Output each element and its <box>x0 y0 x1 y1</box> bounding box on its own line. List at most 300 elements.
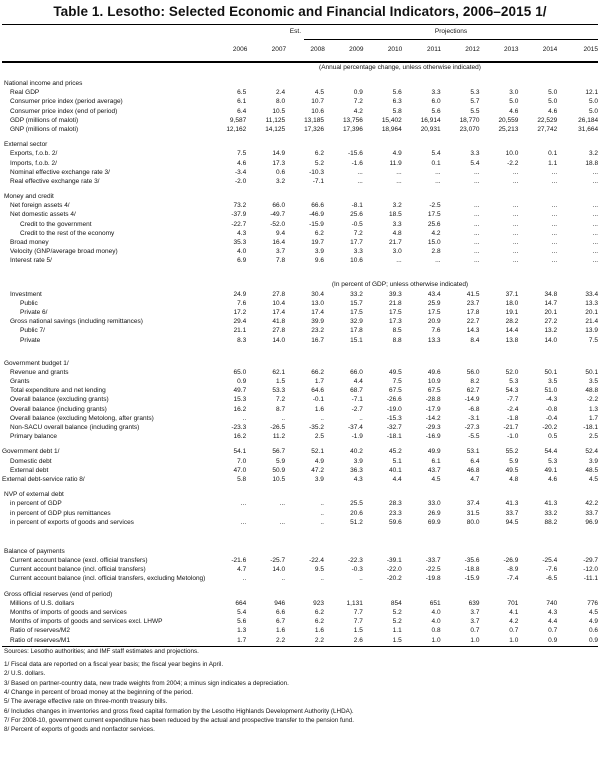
cell-value: 4.1 <box>509 609 519 616</box>
cell-value: 0.7 <box>509 627 519 635</box>
cell-value: 8.8 <box>392 336 402 344</box>
cell-value: 8.0 <box>276 98 286 106</box>
row-label: GDP (millions of maloti) <box>10 116 79 124</box>
cell-value: 17.7 <box>350 239 363 246</box>
cell-value: 2.5 <box>589 433 599 441</box>
cell-value: -0.4 <box>546 414 558 422</box>
cell-value: 6.2 <box>314 618 324 626</box>
cell-value: 41.3 <box>505 500 519 508</box>
cell-value: -0.1 <box>312 396 324 404</box>
cell-value: ... <box>512 248 519 256</box>
cell-value: -3.4 <box>235 168 247 176</box>
cell-value: 23,070 <box>459 125 480 133</box>
cell-value: 45.2 <box>389 448 402 456</box>
table-row <box>2 636 598 645</box>
cell-value: -7.1 <box>351 396 363 404</box>
cell-value: ... <box>551 202 558 210</box>
cell-value: -39.1 <box>386 557 402 565</box>
cell-value: 0.9 <box>548 636 558 644</box>
cell-value: 30.4 <box>311 290 324 298</box>
table-row <box>2 414 598 423</box>
cell-value: 7.6 <box>431 327 441 335</box>
cell-value: -7.1 <box>312 177 324 185</box>
cell-value: 2.5 <box>314 433 324 441</box>
cell-value: -28.8 <box>425 396 441 404</box>
year-header-row <box>2 46 598 53</box>
cell-value: 6.2 <box>314 609 324 616</box>
cell-value: ... <box>512 211 519 219</box>
cell-value: 0.1 <box>431 159 441 167</box>
table-row <box>2 599 598 608</box>
cell-value: 5.4 <box>470 159 480 167</box>
cell-value: 7.7 <box>353 609 363 616</box>
cell-value: 0.8 <box>431 627 441 635</box>
cell-value: 4.0 <box>237 248 247 256</box>
table-row <box>2 499 598 508</box>
cell-value: 12.1 <box>585 89 599 97</box>
cell-value: 15.1 <box>350 336 363 344</box>
cell-value: 2.2 <box>276 636 286 644</box>
cell-value: ... <box>512 239 519 246</box>
footnote: 7/ For 2008-10, government current expenditure has been reduced by the actual and prospective transfer to the pension fund. <box>4 716 355 724</box>
cell-value: 9.5 <box>314 566 324 574</box>
cell-value: 16.2 <box>233 433 247 441</box>
cell-value: -14.9 <box>464 396 480 404</box>
cell-value: .. <box>359 414 363 422</box>
cell-value: 17.4 <box>272 308 286 316</box>
cell-value: -18.1 <box>583 424 599 431</box>
cell-value: 25.5 <box>350 500 363 508</box>
table-row <box>2 466 598 475</box>
cell-value: ... <box>551 220 558 228</box>
section-title: NVP of external debt <box>4 491 64 499</box>
row-label: Net foreign assets 4/ <box>10 202 70 210</box>
cell-value: 17.5 <box>389 308 402 316</box>
cell-value: 22.7 <box>466 318 480 326</box>
cell-value: -1.6 <box>351 159 363 167</box>
cell-value: 96.9 <box>585 518 599 526</box>
cell-value: -25.7 <box>270 557 286 565</box>
year-header: 2011 <box>427 46 442 53</box>
cell-value: .. <box>320 518 324 526</box>
cell-value: -26.9 <box>503 557 519 565</box>
cell-value: 24.9 <box>233 290 247 298</box>
cell-value: 59.6 <box>389 518 402 526</box>
cell-value: 10.5 <box>272 107 286 115</box>
row-spacer <box>0 345 600 359</box>
row-label: Exports, f.o.b. 2/ <box>10 150 58 158</box>
cell-value: -10.3 <box>309 168 324 176</box>
row-label: Current account balance (excl. official transfers) <box>10 557 148 565</box>
cell-value: 3.7 <box>470 609 480 616</box>
row-label: in percent of exports of goods and services <box>10 518 134 526</box>
row-label: Real GDP <box>10 89 40 97</box>
cell-value: 13.0 <box>311 299 324 307</box>
table-row <box>2 125 598 134</box>
cell-value <box>246 509 285 518</box>
cell-value: 13.3 <box>427 336 441 344</box>
cell-value: -2.5 <box>429 202 441 210</box>
cell-value: 6.2 <box>314 229 324 237</box>
cell-value: 43.7 <box>427 466 441 474</box>
cell-value: -52.0 <box>270 220 286 228</box>
cell-value: ... <box>592 248 599 256</box>
cell-value: 5.8 <box>237 475 247 483</box>
cell-value: 66.2 <box>311 368 324 376</box>
cell-value: 43.4 <box>427 290 441 298</box>
cell-value: 3.3 <box>392 220 402 228</box>
cell-value: 23.3 <box>389 509 402 517</box>
cell-value: ... <box>512 257 519 265</box>
cell-value: 47.2 <box>311 466 324 474</box>
cell-value: -7.6 <box>546 566 558 574</box>
table-row <box>2 317 598 326</box>
cell-value: 10.6 <box>350 257 363 265</box>
cell-value: ... <box>592 202 599 210</box>
cell-value: -27.3 <box>464 424 480 431</box>
row-label: Non-SACU overall balance (including grants) <box>10 424 140 431</box>
row-label: Nominal effective exchange rate 3/ <box>10 168 110 176</box>
cell-value: 20,931 <box>420 125 441 133</box>
row-label: Imports, f.o.b. 2/ <box>10 159 57 167</box>
cell-value: 1,131 <box>346 599 363 607</box>
cell-value: ... <box>512 177 519 185</box>
cell-value: ... <box>551 211 558 219</box>
row-label: Millions of U.S. dollars <box>10 599 75 607</box>
cell-value: 39.9 <box>311 318 324 326</box>
row-label: Government debt 1/ <box>2 448 60 456</box>
cell-value: -22.0 <box>386 566 402 574</box>
cell-value: 11,125 <box>265 116 286 124</box>
cell-value: 14.0 <box>272 336 286 344</box>
cell-value: 3.9 <box>314 248 324 256</box>
cell-value: 15.3 <box>233 396 247 404</box>
cell-value: 3.7 <box>470 618 480 626</box>
cell-value: 7.2 <box>353 229 363 237</box>
cell-value: 17,396 <box>342 125 363 133</box>
cell-value: 47.0 <box>233 466 247 474</box>
cell-value: 776 <box>587 599 599 607</box>
row-label: Domestic debt <box>10 457 52 465</box>
row-label: Primary balance <box>10 433 57 441</box>
cell-value: 6.1 <box>431 457 441 465</box>
cell-value: 5.6 <box>431 107 441 115</box>
cell-value: -1.8 <box>507 414 519 422</box>
cell-value: ... <box>279 500 286 508</box>
cell-value: 1.5 <box>392 636 402 644</box>
table-row <box>2 177 598 186</box>
cell-value: 88.2 <box>544 518 558 526</box>
cell-value: 5.0 <box>509 98 519 106</box>
cell-value: 14.9 <box>272 150 286 158</box>
cell-value: 7.5 <box>392 378 402 386</box>
cell-value: 2.6 <box>353 636 363 644</box>
cell-value: 17.4 <box>311 308 324 316</box>
cell-value: -15.9 <box>464 575 480 583</box>
cell-value: 16,914 <box>420 116 441 124</box>
cell-value: -7.7 <box>507 396 519 404</box>
row-label: Total expenditure and net lending <box>10 387 106 395</box>
row-label: Credit to the government <box>20 220 92 228</box>
cell-value: 946 <box>274 599 286 607</box>
cell-value: 28.2 <box>505 318 519 326</box>
cell-value: 17.5 <box>427 308 441 316</box>
cell-value: 17.2 <box>233 308 247 316</box>
cell-value: -35.2 <box>309 424 324 431</box>
cell-value: 52.1 <box>311 448 324 456</box>
cell-value: 1.1 <box>548 159 558 167</box>
cell-value: -18.1 <box>386 433 402 441</box>
cell-value: 1.0 <box>470 636 480 644</box>
cell-value: 4.9 <box>589 618 599 626</box>
cell-value: 5.4 <box>431 150 441 158</box>
est-label: Est. <box>289 28 301 35</box>
cell-value: 5.4 <box>237 609 247 616</box>
cell-value: ... <box>396 168 402 176</box>
cell-value: .. <box>242 575 247 583</box>
cell-value: 66.0 <box>272 202 286 210</box>
cell-value: ... <box>279 518 286 526</box>
cell-value: 0.6 <box>589 627 599 635</box>
cell-value: 639 <box>468 599 480 607</box>
cell-value: 21.8 <box>389 299 402 307</box>
cell-value: ... <box>357 168 363 176</box>
cell-value: 3.5 <box>548 378 558 386</box>
cell-value: 1.1 <box>392 627 402 635</box>
cell-value: 49.1 <box>544 466 558 474</box>
cell-value: 54.4 <box>544 448 558 456</box>
cell-value: .. <box>320 500 324 508</box>
cell-value: 4.2 <box>509 618 519 626</box>
cell-value: 1.6 <box>276 627 286 635</box>
cell-value: -0.8 <box>546 405 558 413</box>
cell-value: 66.6 <box>311 202 324 210</box>
cell-value: ... <box>592 239 599 246</box>
cell-value: 0.1 <box>548 150 558 158</box>
row-label: Grants <box>10 378 30 386</box>
cell-value: -16.9 <box>425 433 441 441</box>
cell-value: ... <box>396 257 402 265</box>
cell-value: 33.2 <box>544 509 558 517</box>
cell-value: 740 <box>546 599 558 607</box>
cell-value: 4.5 <box>589 609 599 616</box>
row-label: in percent of GDP plus remittances <box>10 509 111 517</box>
cell-value: 69.9 <box>427 518 441 526</box>
row-spacer <box>0 527 600 541</box>
row-label: Overall balance (including grants) <box>10 405 107 413</box>
cell-value: 4.8 <box>392 229 402 237</box>
cell-value: 2.4 <box>276 89 286 97</box>
cell-value: ... <box>474 248 480 256</box>
cell-value: 5.8 <box>392 107 402 115</box>
footnote: 1/ Fiscal data are reported on a fiscal year basis; the fiscal year begins in April. <box>4 661 224 669</box>
cell-value: 15.0 <box>427 239 441 246</box>
cell-value: 52.0 <box>505 368 519 376</box>
cell-value: ... <box>473 229 480 237</box>
cell-value: 4.6 <box>509 107 519 115</box>
cell-value: 73.2 <box>233 202 247 210</box>
cell-value: 5.0 <box>589 98 599 106</box>
row-label: in percent of GDP <box>10 500 62 508</box>
cell-value: 4.5 <box>431 475 441 483</box>
cell-value: 0.7 <box>548 627 558 635</box>
row-label: Months of imports of goods and services <box>10 609 127 616</box>
cell-value: 1.0 <box>509 636 519 644</box>
cell-value: 4.7 <box>237 566 247 574</box>
cell-value: 27.8 <box>272 290 286 298</box>
projections-label: Projections <box>434 28 468 35</box>
cell-value: 6.3 <box>392 98 402 106</box>
cell-value: 52.4 <box>585 448 599 456</box>
cell-value: 27.8 <box>272 327 286 335</box>
cell-value: -6.8 <box>468 405 480 413</box>
section-title: National income and prices <box>4 80 83 87</box>
cell-value: 25,213 <box>498 125 519 133</box>
row-label: Velocity (GNP/average broad money) <box>10 248 118 256</box>
cell-value: .. <box>281 414 286 422</box>
table-header <box>2 24 598 63</box>
cell-value: 21.4 <box>585 318 599 326</box>
cell-value: 56.7 <box>272 448 286 456</box>
table-row <box>2 168 598 177</box>
table-row <box>2 299 598 308</box>
row-label: Revenue and grants <box>10 368 69 376</box>
cell-value: 25.6 <box>427 220 441 228</box>
cell-value: -2.0 <box>235 177 247 185</box>
table-row <box>2 107 598 116</box>
cell-value: ... <box>551 239 558 246</box>
cell-value: 5.3 <box>548 457 558 465</box>
cell-value: ... <box>474 257 480 265</box>
cell-value: -15.6 <box>348 150 363 158</box>
row-label: Current account balance (incl. official transfers, excluding Metolong) <box>10 575 206 583</box>
cell-value: ... <box>551 248 558 256</box>
cell-value: 54.1 <box>233 448 247 456</box>
cell-value: -1.0 <box>507 433 519 441</box>
cell-value: 701 <box>507 599 519 607</box>
cell-value: ... <box>435 168 441 176</box>
cell-value: 8.7 <box>276 405 286 413</box>
cell-value: ... <box>592 177 599 185</box>
section-title: Money and credit <box>4 193 54 201</box>
cell-value: ... <box>592 220 598 228</box>
cell-value: -0.3 <box>351 566 363 574</box>
table-row <box>2 432 598 441</box>
cell-value: -17.9 <box>425 405 441 413</box>
row-label: Gross national savings (including remittances) <box>10 318 143 326</box>
cell-value: 9.4 <box>276 229 286 237</box>
cell-value: 55.2 <box>505 448 519 456</box>
cell-value: 62.1 <box>272 368 286 376</box>
footnote: 4/ Change in percent of broad money at the beginning of the period. <box>4 688 194 696</box>
cell-value: ... <box>512 220 519 228</box>
cell-value: -37.4 <box>348 424 363 431</box>
cell-value: 5.2 <box>392 618 402 626</box>
footnotes <box>0 660 600 734</box>
row-label: Broad money <box>10 239 49 246</box>
cell-value: 42.2 <box>585 500 599 508</box>
row-spacer <box>0 266 600 280</box>
row-label: External debt-service ratio 8/ <box>2 475 85 483</box>
cell-value: 6.4 <box>470 457 480 465</box>
row-label: Consumer price index (end of period) <box>10 107 118 115</box>
cell-value: 4.6 <box>548 107 558 115</box>
cell-value: 25.6 <box>350 211 363 219</box>
row-label: Net domestic assets 4/ <box>10 211 76 219</box>
cell-value: 50.1 <box>544 368 558 376</box>
table-row <box>2 97 598 106</box>
cell-value: 5.1 <box>392 457 402 465</box>
cell-value: 6.0 <box>431 98 441 106</box>
cell-value: 7.8 <box>276 257 286 265</box>
cell-value: 2.2 <box>314 636 324 644</box>
cell-value: -14.2 <box>425 414 441 422</box>
table-row <box>2 290 598 299</box>
table-row <box>2 509 598 518</box>
cell-value: 4.0 <box>431 618 441 626</box>
cell-value: -35.6 <box>464 557 480 565</box>
cell-value: 53.1 <box>466 448 480 456</box>
year-header: 2014 <box>542 46 558 53</box>
cell-value: 51.2 <box>350 518 363 526</box>
cell-value: 20,559 <box>498 116 519 124</box>
cell-value: -29.3 <box>425 424 441 431</box>
cell-value: 37.1 <box>505 290 519 298</box>
cell-value: -8.1 <box>351 202 363 210</box>
cell-value: 0.9 <box>589 636 599 644</box>
cell-value: 17.3 <box>389 318 402 326</box>
cell-value: 54.3 <box>505 387 519 395</box>
cell-value: 19.1 <box>505 308 519 316</box>
section-subheading: (Annual percentage change, unless otherwise indicated) <box>319 64 481 71</box>
cell-value: 4.3 <box>237 229 247 237</box>
section-title: External sector <box>4 141 48 149</box>
table-row <box>2 210 598 219</box>
cell-value: 17,326 <box>304 125 324 133</box>
cell-value: 1.6 <box>314 627 324 635</box>
row-label: Interest rate 5/ <box>10 257 52 265</box>
cell-value: 854 <box>390 599 402 607</box>
cell-value: 31.5 <box>466 509 480 517</box>
cell-value: 14.3 <box>466 327 480 335</box>
footnote: 5/ The average effective rate on three-month treasury bills. <box>4 698 168 706</box>
table-row <box>2 574 598 583</box>
cell-value: 14.4 <box>505 327 519 335</box>
table-row <box>2 247 598 256</box>
cell-value: 4.4 <box>548 618 558 626</box>
cell-value: 49.7 <box>233 387 247 395</box>
cell-value: 41.3 <box>544 500 558 508</box>
cell-value: .. <box>359 575 363 583</box>
cell-value: 20.9 <box>427 318 441 326</box>
cell-value: 56.0 <box>466 368 480 376</box>
cell-value: 11.2 <box>272 433 286 441</box>
cell-value: 7.5 <box>237 150 247 158</box>
cell-value: 48.5 <box>585 466 599 474</box>
cell-value: 14.7 <box>544 299 558 307</box>
cell-value: 0.5 <box>548 433 558 441</box>
table-row <box>2 447 598 456</box>
cell-value: 33.7 <box>585 509 599 517</box>
cell-value: -18.8 <box>464 566 480 574</box>
projections-rule <box>304 39 598 40</box>
cell-value: -2.2 <box>507 159 519 167</box>
cell-value: 4.8 <box>509 475 519 483</box>
table-row <box>2 386 598 395</box>
cell-value: 17.5 <box>427 211 441 219</box>
cell-value: 0.9 <box>353 89 363 97</box>
cell-value: 3.0 <box>392 248 402 256</box>
